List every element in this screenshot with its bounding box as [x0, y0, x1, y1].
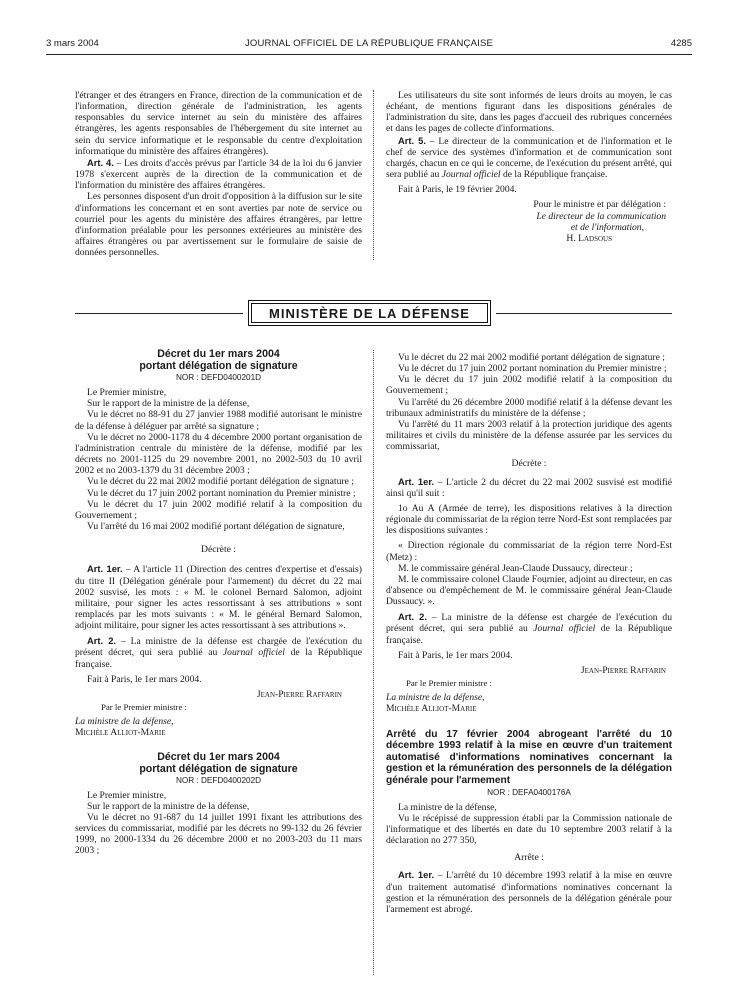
fait-line: Fait à Paris, le 19 février 2004.: [398, 184, 517, 196]
right-column: [386, 352, 672, 915]
visa: Vu le récépissé de suppression établi par la Commission nationale de l'informatique et des libertés en date du 10 septembre 2003 relatif à la déclaration no 277 350,: [386, 812, 672, 847]
article-text: – La ministre de la défense est chargée de l'exécution du présent décret, qui sera publié au: [386, 612, 672, 635]
article-text: – Les droits d'accès prévus par l'article 34 de la loi du 6 janvier 1978 s'exercent auprès de la direction de la communication et de l'information du ministère des affaires étrangères.: [75, 157, 362, 192]
article-1: [386, 869, 672, 915]
signature-name: H. Ladsous: [566, 232, 612, 244]
minister-name: Michèle Alliot-Marie: [75, 727, 166, 739]
visa: Vu le décret du 17 juin 2002 portant nomination du Premier ministre ;: [398, 363, 667, 375]
article-label: Art. 1er.: [398, 475, 435, 487]
visa: Vu le décret du 22 mai 2002 modifié portant délégation de signature ;: [87, 476, 354, 488]
article-5: [386, 135, 672, 181]
header-rule: [46, 54, 692, 55]
banner-rule-right: [496, 313, 672, 314]
paragraph: M. le commissaire général Jean-Claude Dussaucy, directeur ;: [398, 562, 633, 574]
decree-title: Décret du 1er mars 2004: [157, 750, 280, 763]
decree-subtitle: portant délégation de signature: [139, 762, 298, 775]
article-text: de la République française.: [75, 647, 362, 670]
article-1: [386, 476, 672, 499]
visa: Vu le décret du 22 mai 2002 modifié portant délégation de signature ;: [398, 352, 665, 363]
column-divider: [373, 90, 374, 260]
article-label: Art. 4.: [87, 156, 114, 168]
article-text: – A l'article 11 (Direction des centres d'expertise et d'essais) du titre II (Délégation générale pour l'armement) du décret du 22 mai 2002 susvisé, les mots : « M. le colonel Bernard Salomon, adjoint militaire, pour signer les actes ressortissant à ses attributions » sont remplacés par les mots suivants : « M. le général Bernard Salomon, adjoint militaire, pour signer les actes ressortissant à ses attributions ».: [75, 564, 362, 632]
article-2: [75, 635, 362, 669]
signature-title: et de l'information,: [570, 221, 644, 233]
article-label: Art. 5.: [398, 134, 426, 146]
article-label: Art. 1er.: [87, 563, 123, 575]
journal-officiel-ref: Journal officiel: [222, 647, 285, 659]
fait-line: Fait à Paris, le 1er mars 2004.: [87, 673, 202, 685]
paragraph: Le Premier ministre,: [87, 387, 167, 399]
article-4: [75, 157, 362, 191]
article-label: Art. 2.: [398, 611, 427, 623]
banner-rule-left: [75, 313, 243, 314]
paragraph: l'étranger et des étrangers en France, direction de la communication et de l'information, direction générale de l'administration, les agents responsables du service internet au sein du ministère des affaires étrangères, les agents responsables de l'hébergement du site internet au sein du service informatique et le responsable du centre d'exploitation informatique du ministère des affaires étrangères).: [75, 90, 362, 157]
article-text: – L'arrêté du 10 décembre 1993 relatif à la mise en œuvre d'un traitement automatisé d'informations nominatives concernant la gestion et la rémunération des personnels de la délégation générale pour l'armement est abrogé.: [386, 870, 673, 915]
article-text: – Le directeur de la communication et de l'information et le chef de service des systèmes d'information et de communication sont chargés, chacun en ce qui le concerne, de l'exécution du présent arrêté, qui sera publié au: [386, 135, 672, 181]
visa: Vu l'arrêté du 16 mai 2002 modifié portant délégation de signature,: [87, 521, 345, 533]
article-text: – L'article 2 du décret du 22 mai 2002 susvisé est modifié ainsi qu'il suit :: [386, 476, 672, 499]
left-column: [75, 348, 362, 857]
nor-reference: NOR : DEFD0400201D: [175, 373, 262, 382]
article-1: [75, 563, 362, 631]
ministry-title: MINISTÈRE DE LA DÉFENSE: [251, 303, 488, 323]
visa: Vu l'arrêté du 26 décembre 2000 modifié relatif à la défense devant les tribunaux administratifs du ministère de la défense ;: [386, 396, 672, 419]
paragraph: Les utilisateurs du site sont informés de leurs droits au moyen, le cas échéant, de mentions figurant dans les dispositions générales de l'administration du site, dans les pages d'accueil des rubriques concernées et dans les pages de collecte d'informations.: [386, 90, 672, 135]
article-text: – La ministre de la défense est chargée de l'exécution du présent décret, qui sera publié au: [75, 636, 363, 659]
journal-officiel-ref: Journal officiel: [533, 623, 596, 635]
ministry-banner: [248, 300, 491, 326]
paragraph: Les personnes disposent d'un droit d'opposition à la diffusion sur le site d'informations les concernant et en sont averties par note de service ou courriel pour les agents du ministère des affaires étrangères, par lettre d'information préalable pour les personnes extérieures au ministère des affaires étrangères ou par avertissement sur le formulaire de saisie de données personnelles.: [75, 191, 362, 259]
paragraph: M. le commissaire colonel Claude Fournier, adjoint au directeur, en cas d'absence ou d'empêchement de M. le commissaire général Jean-Claude Dussaucy. ».: [386, 573, 672, 608]
paragraph: Le Premier ministre,: [87, 789, 167, 801]
column-divider: [373, 350, 374, 975]
visa: Vu l'arrêté du 11 mars 2003 relatif à la protection juridique des agents militaires et civils du ministère de la défense assurée par les services du commissariat,: [386, 418, 672, 453]
article-label: Art. 2.: [87, 635, 117, 647]
header-journal-title: JOURNAL OFFICIEL DE LA RÉPUBLIQUE FRANÇAISE: [244, 38, 494, 49]
paragraph: Sur le rapport de la ministre de la défense,: [87, 800, 250, 812]
article-text: de la République française.: [386, 623, 673, 646]
article-label: Art. 1er.: [398, 869, 435, 881]
minister-title: La ministre de la défense,: [386, 692, 485, 704]
article-2: [386, 611, 672, 645]
paragraph: La ministre de la défense,: [398, 801, 497, 813]
fait-line: Fait à Paris, le 1er mars 2004.: [398, 649, 513, 661]
visa: Vu le décret du 17 juin 2002 modifié relatif à la composition du Gouvernement ;: [75, 498, 362, 521]
article-text: de la République française.: [500, 169, 608, 181]
nor-reference: NOR : DEFA0400176A: [487, 787, 571, 797]
signature-name: Jean-Pierre Raffarin: [256, 688, 342, 700]
arrete-title: Arrêté du 17 février 2004 abrogeant l'arrêté du 10 décembre 1993 relatif à la mise en œuvre d'un traitement automatisé d'informations nominatives concernant la gestion et la rémunération des personnels de la délégation générale pour l'armement: [386, 728, 672, 786]
visa: Vu le décret no 91-687 du 14 juillet 1991 fixant les attributions des services du commissariat, modifié par les décrets no 99-132 du 26 février 1999, no 2000-1334 du 26 décembre 2000 et no 2003-203 du 11 mars 2003 ;: [75, 812, 362, 857]
page-header: [46, 38, 692, 52]
header-page-number: 4285: [670, 38, 692, 49]
visa: Vu le décret du 17 juin 2002 portant nomination du Premier ministre ;: [87, 487, 356, 499]
header-date: 3 mars 2004: [46, 38, 99, 49]
visa: Vu le décret no 2000-1178 du 4 décembre 2000 portant organisation de l'administration centrale du ministère de la défense, modifié par les décrets no 2001-1125 du 29 novembre 2001, no 2002-503 du 10 avril 2002 et no 2003-1379 du 31 décembre 2003 ;: [75, 431, 362, 477]
decree-subtitle: portant délégation de signature: [139, 360, 298, 372]
signature-title: Le directeur de la communication: [536, 210, 666, 222]
paragraph: 1o Au A (Armée de terre), les dispositions relatives à la direction régionale du commissariat de la région terre Nord-Est sont remplacées par les dispositions suivantes :: [386, 502, 672, 537]
decree-title: Décret du 1er mars 2004: [157, 348, 280, 360]
arrete-line: Arrête :: [514, 852, 544, 864]
minister-name: Michèle Alliot-Marie: [386, 703, 477, 715]
decrete-line: Décrète :: [511, 458, 547, 470]
top-right-column: [386, 90, 672, 244]
top-left-column: [75, 90, 362, 258]
journal-officiel-ref: Journal officiel: [441, 169, 501, 181]
signature-delegation: Pour le ministre et par délégation :: [533, 199, 666, 211]
paragraph: Sur le rapport de la ministre de la défense,: [87, 398, 250, 410]
visa: Vu le décret no 88-91 du 27 janvier 1988 modifié autorisant le ministre de la défense à déléguer par arrêté sa signature ;: [75, 409, 362, 432]
minister-title: La ministre de la défense,: [75, 716, 174, 728]
signature-par: Par le Premier ministre :: [406, 678, 492, 689]
nor-reference: NOR : DEFD0400202D: [175, 775, 262, 785]
signature-par: Par le Premier ministre :: [101, 702, 187, 713]
signature-name: Jean-Pierre Raffarin: [580, 664, 666, 676]
decrete-line: Décrète :: [201, 544, 236, 556]
visa: Vu le décret du 17 juin 2002 modifié relatif à la composition du Gouvernement ;: [386, 374, 672, 397]
paragraph: « Direction régionale du commissariat de la région terre Nord-Est (Metz) :: [386, 540, 672, 563]
